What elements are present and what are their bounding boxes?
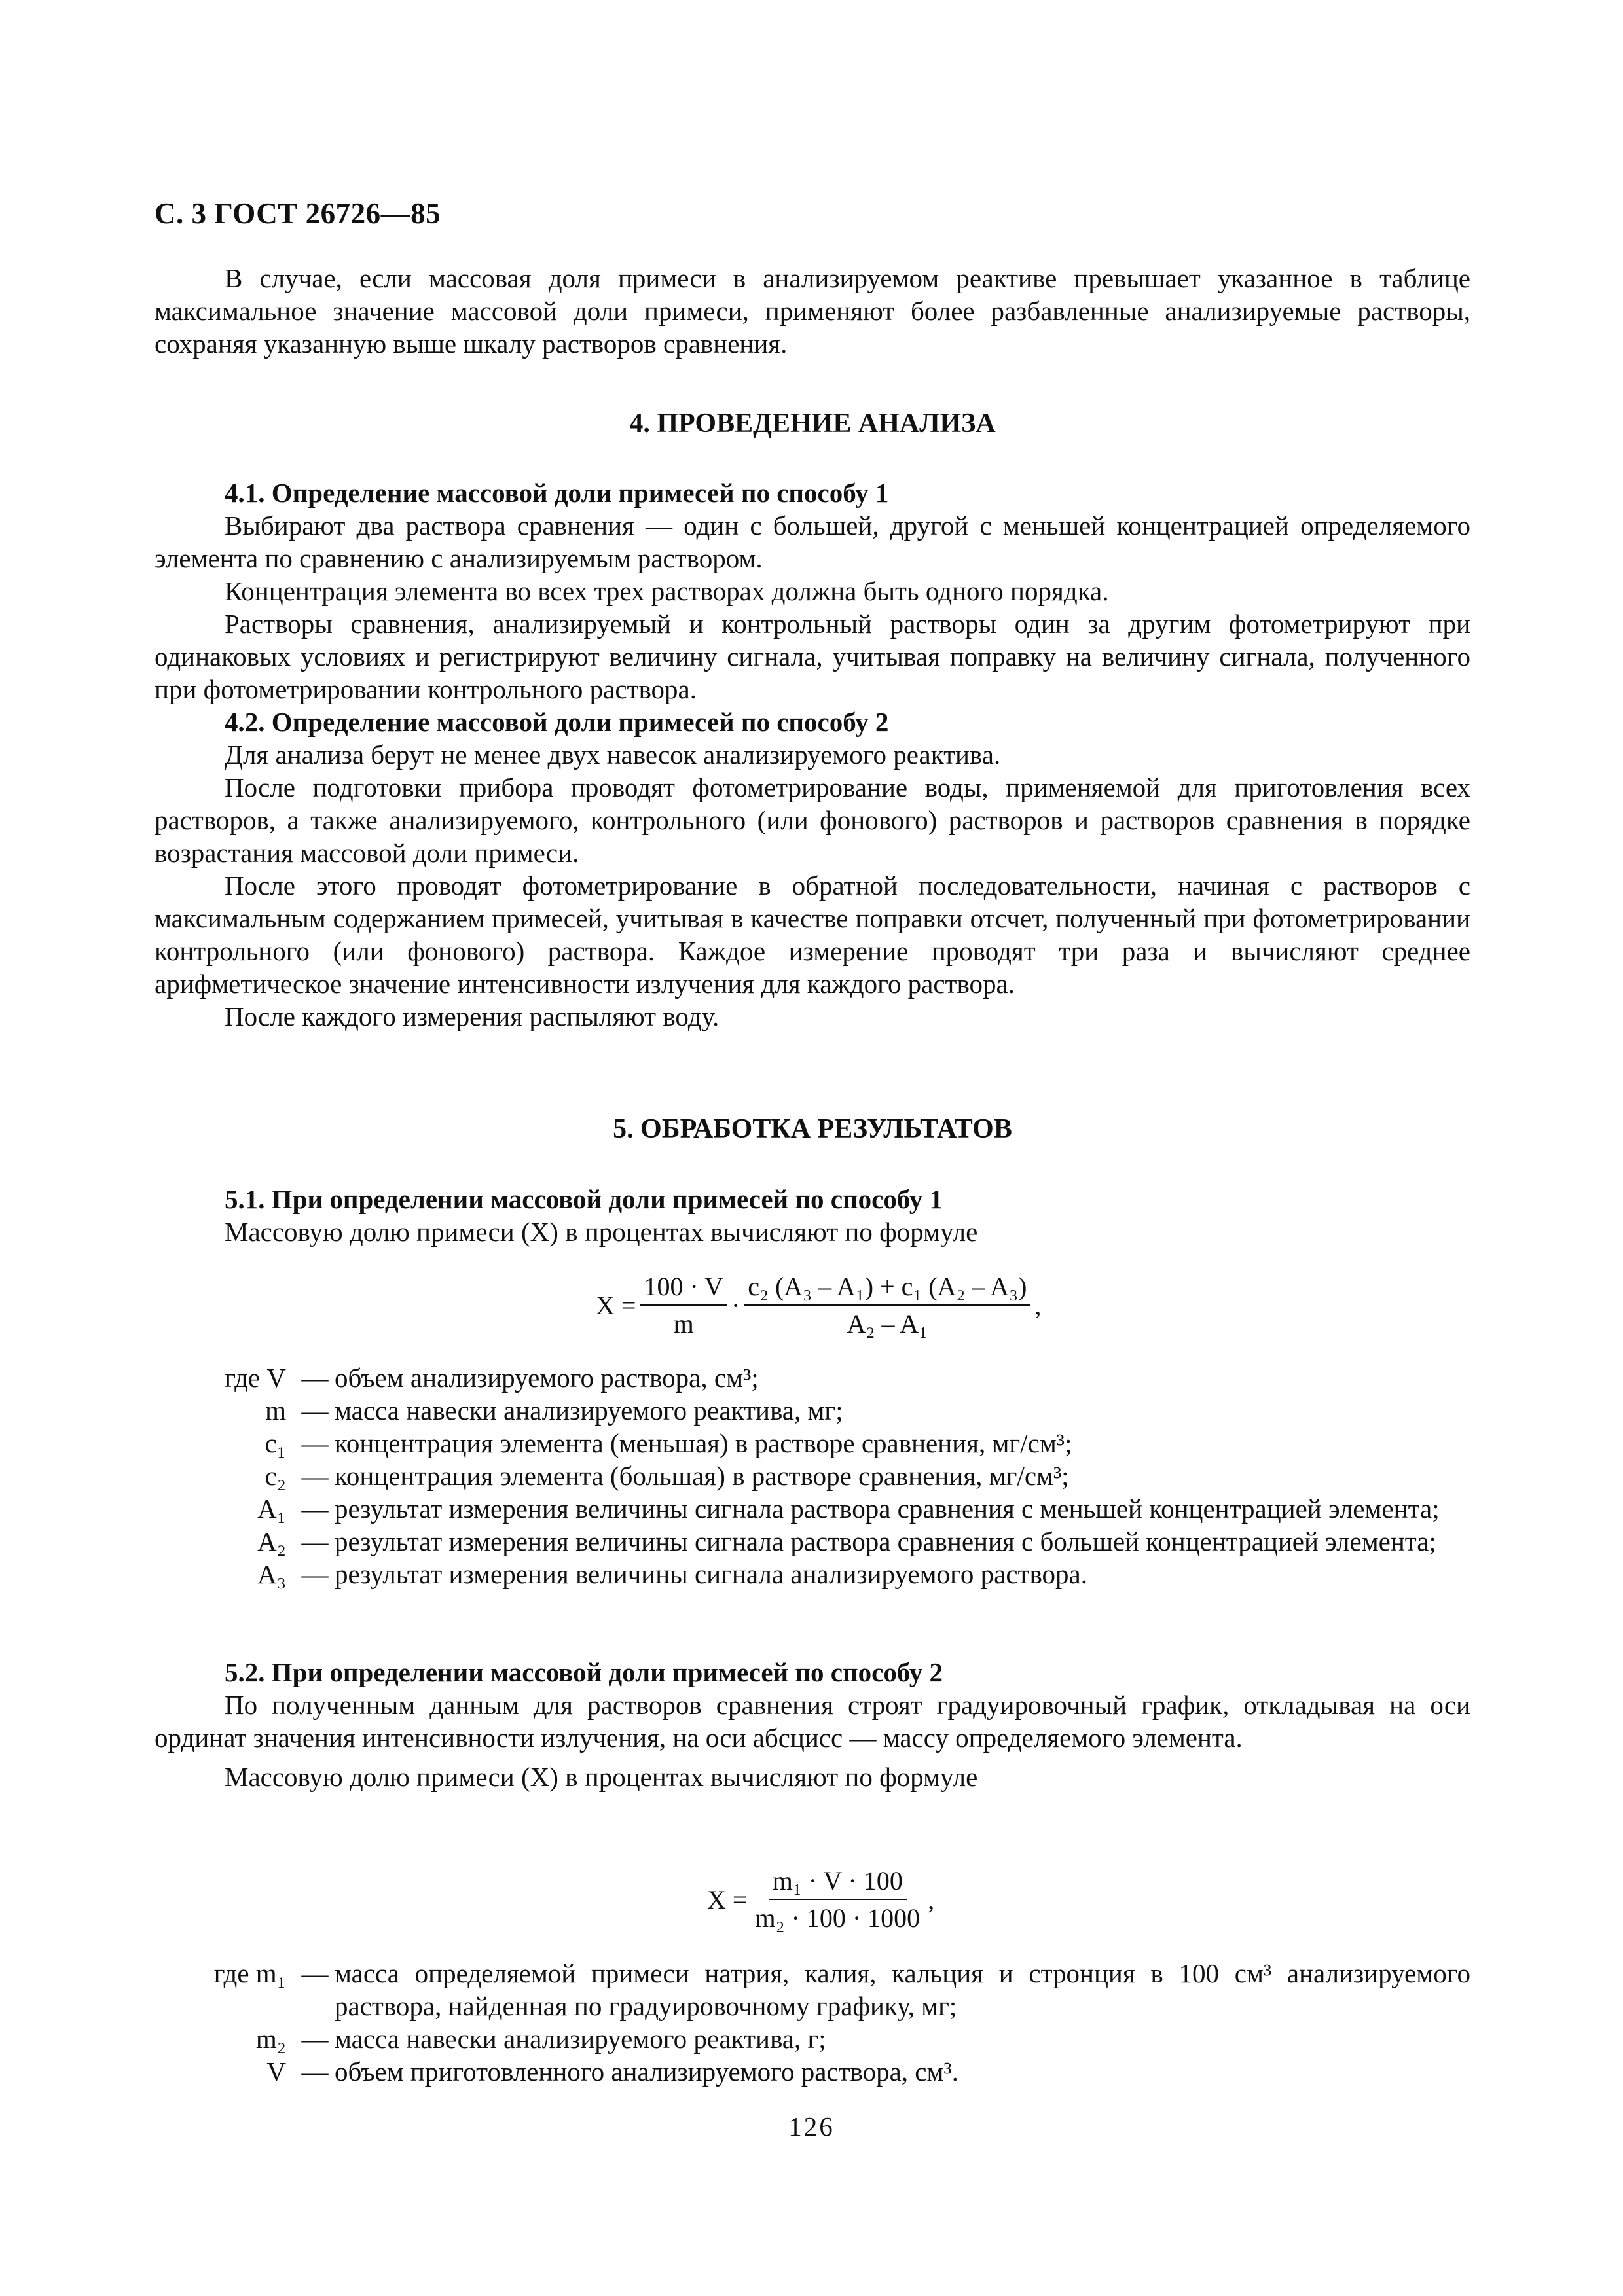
section-4-body <box>155 476 1470 1033</box>
formula-1 <box>596 1271 1041 1339</box>
definition-row: m — масса навески анализируемого реактива, мг; <box>155 1394 1470 1427</box>
definition-symbol: A₂ <box>257 1526 286 1556</box>
section-5-2 <box>155 1656 1470 1793</box>
definition-text: результат измерения величины сигнала анализируемого раствора. <box>335 1559 1088 1589</box>
paragraph: Выбирают два раствора сравнения — один с большей, другой с меньшей концентрацией определяемого элемента по сравнению с анализируемым раствором. <box>155 511 1470 573</box>
definition-symbol: A₃ <box>257 1559 286 1589</box>
paragraph: После подготовки прибора проводят фотометрирование воды, применяемой для приготовления всех растворов, а также анализируемого, контрольного (или фонового) растворов и растворов сравнения в порядке возрастания массовой доли примеси. <box>155 772 1470 868</box>
definition-text: масса определяемой примеси натрия, калия, кальция и стронция в 100 см³ анализируемого раствора, найденная по градуировочному графику, мг; <box>335 1958 1470 2021</box>
subsection-5-1-title: 5.1. При определении массовой доли примесей по способу 1 <box>225 1184 943 1214</box>
formula-2 <box>707 1865 934 1933</box>
page-number: 126 <box>788 2111 835 2142</box>
definition-text: масса навески анализируемого реактива, г; <box>335 2024 826 2054</box>
fraction-denominator: m₂ · 100 · 1000 <box>755 1903 921 1933</box>
definition-symbol: A₁ <box>257 1494 286 1524</box>
definition-symbol: c₂ <box>264 1461 286 1491</box>
section-4-title: 4. ПРОВЕДЕНИЕ АНАЛИЗА <box>629 408 996 439</box>
paragraph: По полученным данным для растворов сравнения строят градуировочный график, откладывая на оси ординат значения интенсивности излучения, на оси абсцисс — массу определяемого элемента. <box>155 1690 1470 1753</box>
intro-block <box>155 262 1470 360</box>
multiply-dot: · <box>731 1290 740 1320</box>
definition-row: A₃ — результат измерения величины сигнала анализируемого раствора. <box>155 1558 1470 1590</box>
definition-symbol: m₂ <box>255 2024 286 2054</box>
definition-text: концентрация элемента (меньшая) в растворе сравнения, мг/см³; <box>335 1428 1072 1458</box>
running-head: С. 3 ГОСТ 26726—85 <box>155 197 441 230</box>
formula-intro: Массовую долю примеси (X) в процентах вычисляют по формуле <box>225 1762 978 1792</box>
fraction-numerator: c₂ (A₃ – A₁) + c₁ (A₂ – A₃) <box>744 1271 1030 1306</box>
definition-text: объем приготовленного анализируемого раствора, см³. <box>335 2056 958 2087</box>
fraction <box>640 1271 727 1339</box>
definition-text: объем анализируемого раствора, см³; <box>335 1363 759 1393</box>
paragraph: После этого проводят фотометрирование в обратной последовательности, начиная с растворов с максимальным содержанием примесей, учитывая в качестве поправки отсчет, полученный при фотометрировании контрольного (или фонового) раствора. Каждое измерение проводят три раза и вычисляют среднее арифметическое значение интенсивности излучения для каждого раствора. <box>155 870 1470 999</box>
formula-tail: , <box>928 1884 935 1914</box>
definition-symbol: V <box>266 2056 286 2087</box>
definition-symbol: где m₁ <box>213 1958 286 1988</box>
definition-row: c₁ — концентрация элемента (меньшая) в растворе сравнения, мг/см³; <box>155 1427 1470 1460</box>
definition-row: A₂ — результат измерения величины сигнала раствора сравнения с большей концентрацией элемента; <box>155 1525 1470 1558</box>
paragraph: После каждого измерения распыляют воду. <box>225 1001 720 1031</box>
paragraph: Концентрация элемента во всех трех растворах должна быть одного порядка. <box>225 576 1109 606</box>
section-5 <box>155 1113 1470 1145</box>
formula-tail: , <box>1034 1290 1042 1320</box>
definition-row: m₂ — масса навески анализируемого реактива, г; <box>155 2022 1470 2055</box>
paragraph: Растворы сравнения, анализируемый и контрольный растворы один за другим фотометрируют при одинаковых условиях и регистрируют величину сигнала, учитывая поправку на величину сигнала, полученного при фотометрировании контрольного раствора. <box>155 609 1470 704</box>
definition-row: где V — объем анализируемого раствора, см³; <box>155 1361 1470 1394</box>
fraction-denominator: A₂ – A₁ <box>847 1309 928 1338</box>
formula-intro: Массовую долю примеси (X) в процентах вычисляют по формуле <box>225 1217 978 1247</box>
formula-lhs: X = <box>596 1290 636 1320</box>
definition-row: V — объем приготовленного анализируемого раствора, см³. <box>155 2055 1470 2088</box>
definition-text: концентрация элемента (большая) в растворе сравнения, мг/см³; <box>335 1461 1069 1491</box>
definition-text: результат измерения величины сигнала раствора сравнения с большей концентрацией элемента; <box>335 1526 1436 1556</box>
paragraph: Для анализа берут не менее двух навесок анализируемого реактива. <box>225 740 1001 770</box>
definition-symbol: m <box>265 1395 286 1426</box>
definitions-2 <box>155 1957 1470 2088</box>
definition-symbol: где V <box>225 1363 286 1393</box>
fraction-denominator: m <box>673 1309 694 1338</box>
fraction-numerator: 100 · V <box>640 1271 727 1306</box>
definition-row: где m₁ — масса определяемой примеси натрия, калия, кальция и стронция в 100 см³ анализируемого раствора, найденная по градуировочному графику, мг; <box>155 1957 1470 2022</box>
section-5-title: 5. ОБРАБОТКА РЕЗУЛЬТАТОВ <box>613 1114 1012 1144</box>
subsection-4-2-title: 4.2. Определение массовой доли примесей по способу 2 <box>225 707 889 737</box>
fraction <box>744 1271 1030 1339</box>
subsection-5-2-title: 5.2. При определении массовой доли примесей по способу 2 <box>225 1657 943 1687</box>
definitions-1 <box>155 1361 1470 1590</box>
subsection-4-1-title: 4.1. Определение массовой доли примесей по способу 1 <box>225 478 889 508</box>
definition-row: c₂ — концентрация элемента (большая) в растворе сравнения, мг/см³; <box>155 1460 1470 1492</box>
fraction-numerator: m₁ · V · 100 <box>769 1865 907 1900</box>
intro-paragraph: В случае, если массовая доля примеси в анализируемом реактиве превышает указанное в таблице максимальное значение массовой доли примеси, применяют более разбавленные анализируемые растворы, сохраняя указанную выше шкалу растворов сравнения. <box>155 263 1470 359</box>
definition-row: A₁ — результат измерения величины сигнала раствора сравнения с меньшей концентрацией элемента; <box>155 1492 1470 1525</box>
section-5-1 <box>155 1183 1470 1248</box>
definition-text: результат измерения величины сигнала раствора сравнения с меньшей концентрацией элемента; <box>335 1494 1440 1524</box>
definition-symbol: c₁ <box>264 1428 286 1458</box>
section-4 <box>155 407 1470 440</box>
fraction <box>751 1865 924 1933</box>
definition-text: масса навески анализируемого реактива, мг; <box>335 1395 843 1426</box>
formula-lhs: X = <box>707 1884 748 1914</box>
